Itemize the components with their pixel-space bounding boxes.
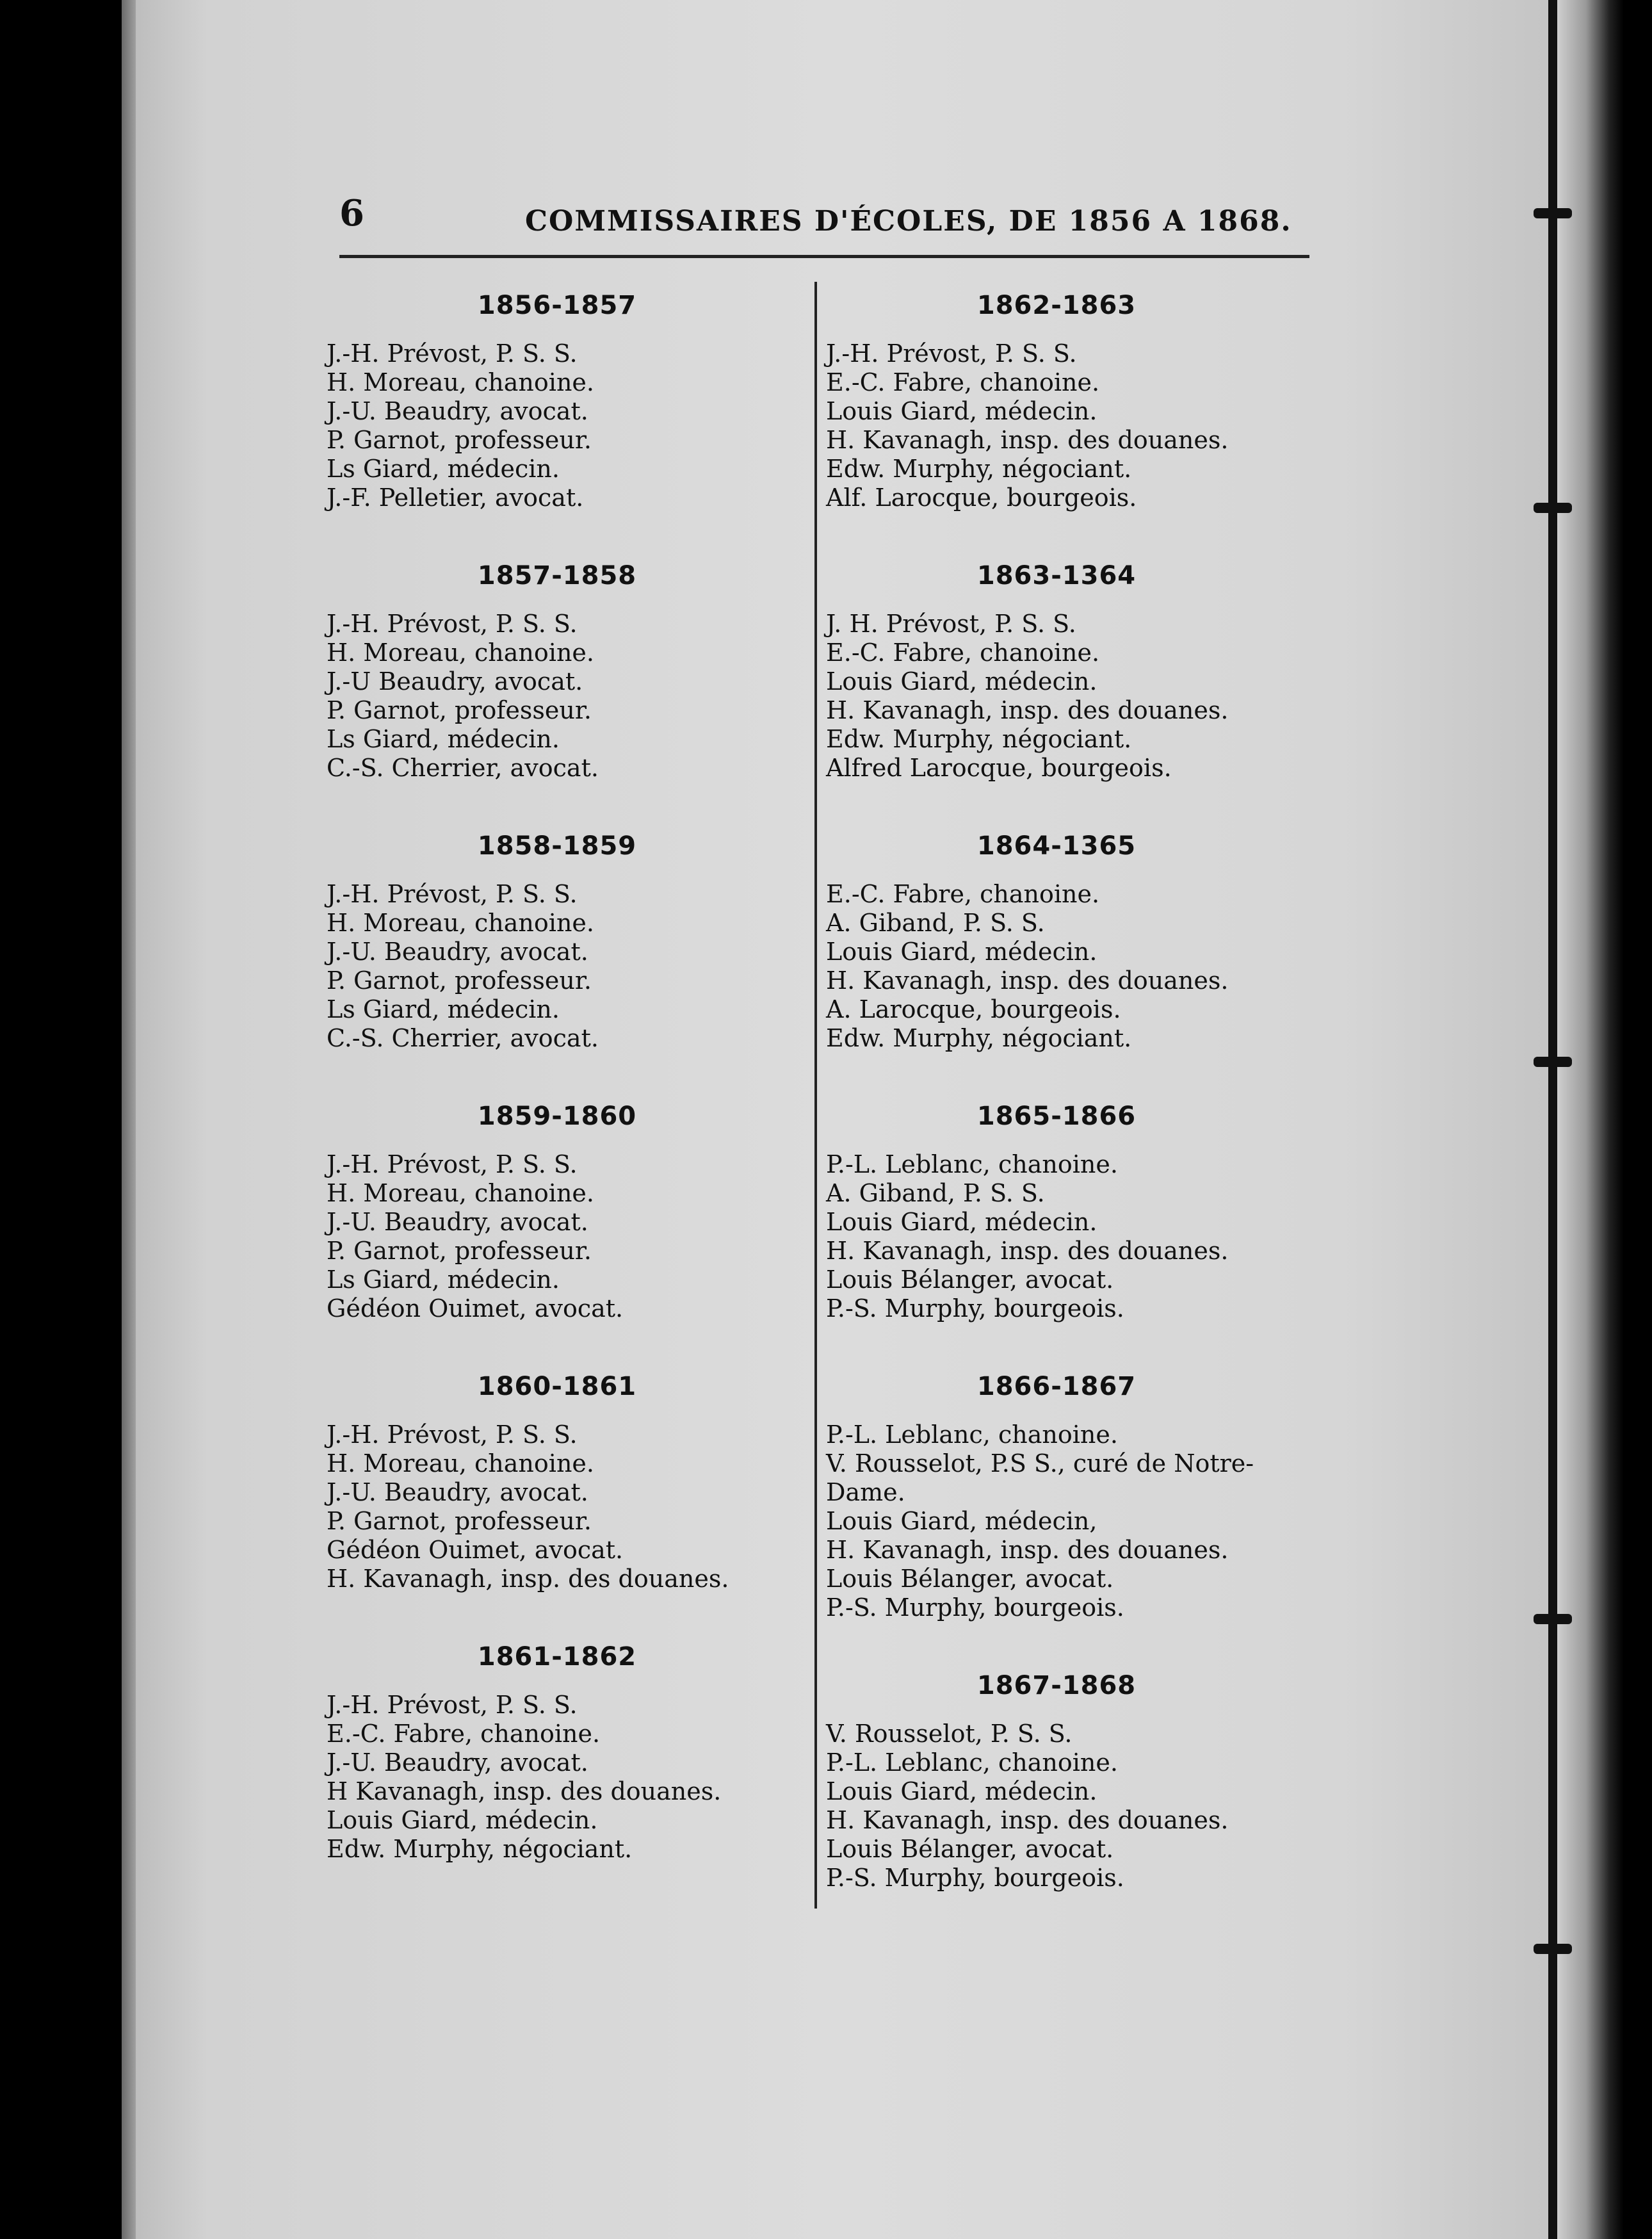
commissioner-entry: E.-C. Fabre, chanoine. bbox=[327, 1720, 601, 1748]
page-header bbox=[339, 192, 1313, 250]
page-number: 6 bbox=[339, 192, 364, 234]
year-section bbox=[327, 1627, 788, 1864]
year-section bbox=[826, 546, 1287, 783]
commissioner-entry: J.-H. Prévost, P. S. S. bbox=[826, 339, 1077, 368]
commissioner-entry: Gédéon Ouimet, avocat. bbox=[327, 1536, 624, 1564]
commissioner-entry: P. Garnot, professeur. bbox=[327, 1237, 592, 1265]
commissioner-entry: Edw. Murphy, négociant. bbox=[826, 455, 1132, 483]
commissioner-entry: J.-H. Prévost, P. S. S. bbox=[327, 339, 578, 368]
commissioner-entry: P. Garnot, professeur. bbox=[327, 696, 592, 724]
commissioner-entry: Gédéon Ouimet, avocat. bbox=[327, 1294, 624, 1323]
commissioner-entry: J.-U. Beaudry, avocat. bbox=[327, 1478, 588, 1506]
year-section bbox=[826, 275, 1287, 512]
year-section bbox=[826, 1356, 1287, 1622]
commissioner-entry: H. Kavanagh, insp. des douanes. bbox=[826, 966, 1229, 995]
year-section bbox=[826, 1656, 1287, 1893]
year-heading: 1867-1868 bbox=[976, 1671, 1137, 1700]
year-heading: 1860-1861 bbox=[477, 1372, 637, 1401]
commissioner-entry: J.-U. Beaudry, avocat. bbox=[327, 1208, 588, 1236]
commissioner-entry: J.-H. Prévost, P. S. S. bbox=[327, 1421, 578, 1449]
commissioner-entry: Louis Bélanger, avocat. bbox=[826, 1266, 1114, 1294]
commissioner-entry: Louis Giard, médecin. bbox=[826, 1208, 1097, 1236]
binding-stitch bbox=[1534, 1057, 1572, 1067]
commissioner-entry: H. Kavanagh, insp. des douanes. bbox=[826, 1806, 1229, 1834]
commissioner-entry: H. Moreau, chanoine. bbox=[327, 1449, 594, 1478]
year-section bbox=[826, 816, 1287, 1053]
commissioner-entry: Louis Giard, médecin. bbox=[826, 667, 1097, 696]
header-rule bbox=[339, 255, 1309, 258]
running-title: COMMISSAIRES D'ÉCOLES, DE 1856 A 1868. bbox=[525, 205, 1292, 238]
year-heading: 1865-1866 bbox=[976, 1102, 1137, 1131]
commissioner-entry: P.-S. Murphy, bourgeois. bbox=[826, 1864, 1124, 1892]
commissioner-entry: Edw. Murphy, négociant. bbox=[826, 725, 1132, 753]
commissioner-entry: Edw. Murphy, négociant. bbox=[327, 1835, 633, 1863]
year-heading: 1862-1863 bbox=[976, 291, 1137, 320]
commissioner-entry: Ls Giard, médecin. bbox=[327, 995, 560, 1023]
commissioner-entry: C.-S. Cherrier, avocat. bbox=[327, 1024, 599, 1052]
right-column bbox=[826, 275, 1287, 1926]
commissioner-entry: H. Moreau, chanoine. bbox=[327, 639, 594, 667]
commissioner-entry: H. Moreau, chanoine. bbox=[327, 368, 594, 396]
commissioner-entry: A. Giband, P. S. S. bbox=[826, 909, 1045, 937]
commissioner-entry: Louis Giard, médecin. bbox=[327, 1806, 598, 1834]
year-section bbox=[327, 546, 788, 783]
binding-thread bbox=[1548, 0, 1557, 2239]
binding-stitch bbox=[1534, 1614, 1572, 1624]
left-column bbox=[327, 275, 788, 1897]
commissioner-entry: J.-H. Prévost, P. S. S. bbox=[327, 1691, 578, 1719]
commissioner-entry: Ls Giard, médecin. bbox=[327, 455, 560, 483]
commissioner-entry: Dame. bbox=[826, 1478, 905, 1506]
commissioner-entry: Ls Giard, médecin. bbox=[327, 1266, 560, 1294]
commissioner-entry: J.-H. Prévost, P. S. S. bbox=[327, 880, 578, 908]
commissioner-entry: Louis Giard, médecin. bbox=[826, 397, 1097, 425]
page-left-edge bbox=[122, 0, 136, 2239]
commissioner-entry: P. Garnot, professeur. bbox=[327, 966, 592, 995]
commissioner-entry: P. Garnot, professeur. bbox=[327, 426, 592, 454]
commissioner-entry: P.-S. Murphy, bourgeois. bbox=[826, 1294, 1124, 1323]
commissioner-entry: P. Garnot, professeur. bbox=[327, 1507, 592, 1535]
commissioner-entry: J.-U. Beaudry, avocat. bbox=[327, 938, 588, 966]
commissioner-entry: H. Moreau, chanoine. bbox=[327, 1179, 594, 1207]
year-section bbox=[327, 1086, 788, 1323]
commissioner-entry: Louis Giard, médecin. bbox=[826, 938, 1097, 966]
commissioner-entry: J.-H. Prévost, P. S. S. bbox=[327, 610, 578, 638]
commissioner-entry: C.-S. Cherrier, avocat. bbox=[327, 754, 599, 782]
commissioner-entry: H. Kavanagh, insp. des douanes. bbox=[826, 1237, 1229, 1265]
commissioner-entry: H. Kavanagh, insp. des douanes. bbox=[327, 1565, 729, 1593]
commissioner-entry: Edw. Murphy, négociant. bbox=[826, 1024, 1132, 1052]
binding-stitch bbox=[1534, 1944, 1572, 1954]
binding-stitch bbox=[1534, 208, 1572, 218]
commissioner-entry: H. Moreau, chanoine. bbox=[327, 909, 594, 937]
commissioner-entry: P.-L. Leblanc, chanoine. bbox=[826, 1748, 1118, 1777]
commissioner-entry: E.-C. Fabre, chanoine. bbox=[826, 639, 1100, 667]
commissioner-entry: J.-F. Pelletier, avocat. bbox=[327, 484, 584, 512]
year-heading: 1863-1364 bbox=[976, 561, 1137, 590]
year-heading: 1858-1859 bbox=[477, 831, 637, 861]
commissioner-entry: V. Rousselot, P. S. S. bbox=[826, 1720, 1073, 1748]
year-heading: 1864-1365 bbox=[976, 831, 1137, 861]
binding-shadow bbox=[1557, 0, 1652, 2239]
year-heading: 1856-1857 bbox=[477, 291, 637, 320]
commissioner-entry: H Kavanagh, insp. des douanes. bbox=[327, 1777, 722, 1805]
commissioner-entry: H. Kavanagh, insp. des douanes. bbox=[826, 1536, 1229, 1564]
year-heading: 1859-1860 bbox=[477, 1102, 637, 1131]
year-section bbox=[327, 816, 788, 1053]
commissioner-entry: Louis Bélanger, avocat. bbox=[826, 1565, 1114, 1593]
commissioner-entry: E.-C. Fabre, chanoine. bbox=[826, 368, 1100, 396]
commissioner-entry: V. Rousselot, P.S S., curé de Notre- bbox=[826, 1449, 1254, 1478]
commissioner-entry: J.-U. Beaudry, avocat. bbox=[327, 1748, 588, 1777]
commissioner-entry: P.-L. Leblanc, chanoine. bbox=[826, 1421, 1118, 1449]
commissioner-entry: H. Kavanagh, insp. des douanes. bbox=[826, 426, 1229, 454]
commissioner-entry: Louis Bélanger, avocat. bbox=[826, 1835, 1114, 1863]
commissioner-entry: Alf. Larocque, bourgeois. bbox=[826, 484, 1137, 512]
commissioner-entry: J.-U Beaudry, avocat. bbox=[327, 667, 583, 696]
year-section bbox=[327, 275, 788, 512]
commissioner-entry: J.-U. Beaudry, avocat. bbox=[327, 397, 588, 425]
binding-stitch bbox=[1534, 503, 1572, 513]
year-heading: 1861-1862 bbox=[477, 1642, 637, 1672]
year-section bbox=[327, 1356, 788, 1593]
commissioner-entry: J.-H. Prévost, P. S. S. bbox=[327, 1150, 578, 1178]
commissioner-entry: Louis Giard, médecin. bbox=[826, 1777, 1097, 1805]
commissioner-entry: Louis Giard, médecin, bbox=[826, 1507, 1097, 1535]
column-divider bbox=[814, 282, 817, 1909]
year-heading: 1857-1858 bbox=[477, 561, 637, 590]
commissioner-entry: P.-L. Leblanc, chanoine. bbox=[826, 1150, 1118, 1178]
commissioner-entry: E.-C. Fabre, chanoine. bbox=[826, 880, 1100, 908]
commissioner-entry: H. Kavanagh, insp. des douanes. bbox=[826, 696, 1229, 724]
commissioner-entry: Ls Giard, médecin. bbox=[327, 725, 560, 753]
year-section bbox=[826, 1086, 1287, 1323]
commissioner-entry: A. Larocque, bourgeois. bbox=[826, 995, 1121, 1023]
commissioner-entry: J. H. Prévost, P. S. S. bbox=[826, 610, 1076, 638]
commissioner-entry: P.-S. Murphy, bourgeois. bbox=[826, 1593, 1124, 1622]
year-heading: 1866-1867 bbox=[976, 1372, 1137, 1401]
commissioner-entry: A. Giband, P. S. S. bbox=[826, 1179, 1045, 1207]
commissioner-entry: Alfred Larocque, bourgeois. bbox=[826, 754, 1172, 782]
